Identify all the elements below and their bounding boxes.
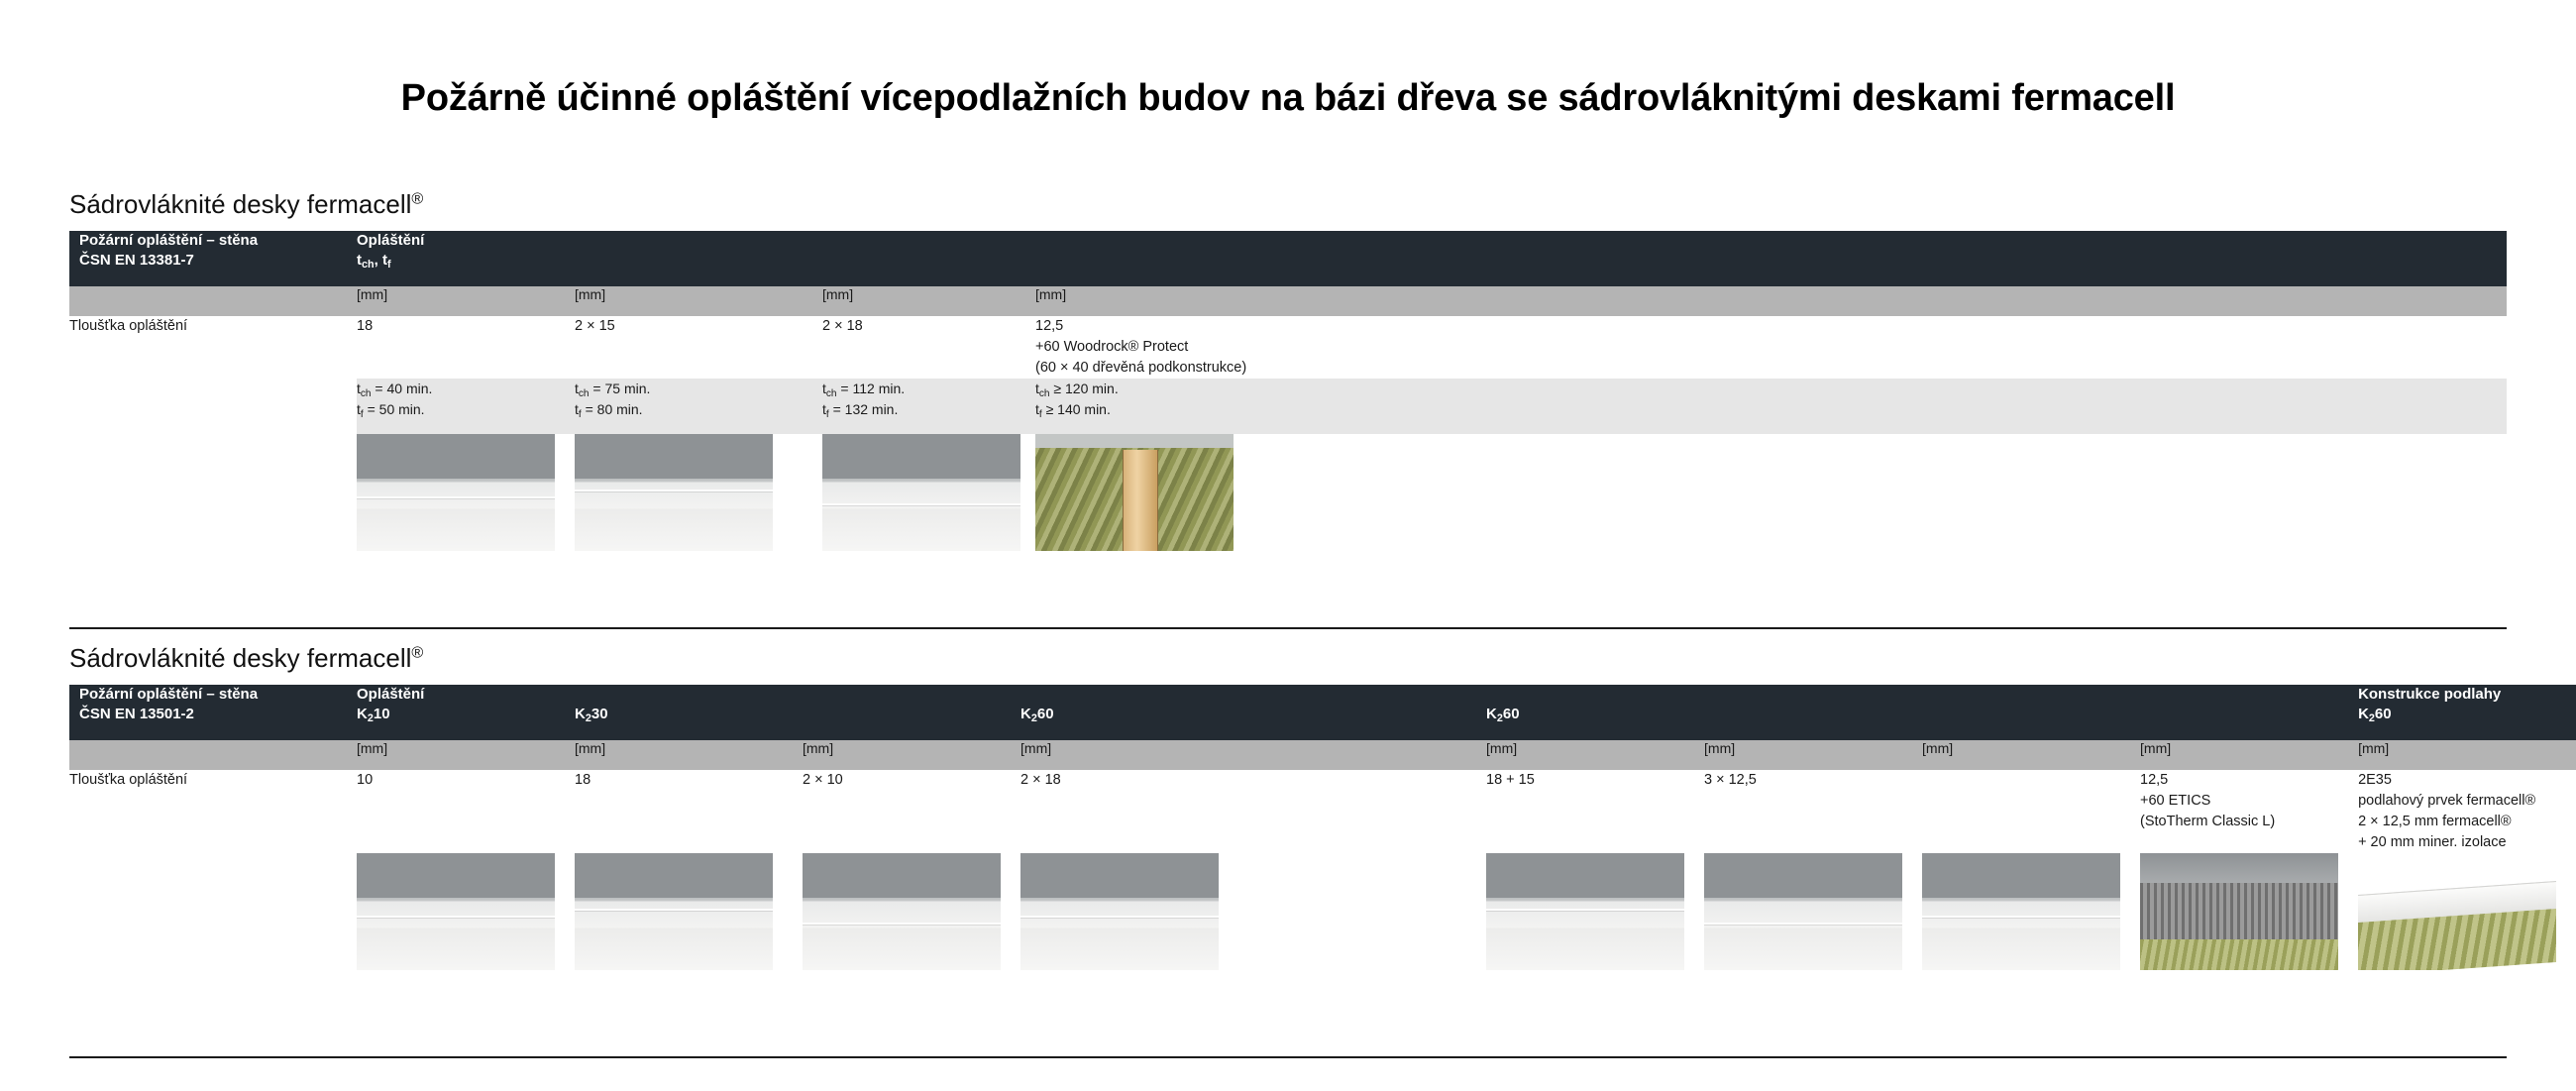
times-cell-2 xyxy=(575,379,822,434)
thickness-value: 2 × 10 xyxy=(803,771,843,788)
thickness-note-1: +60 Woodrock® Protect xyxy=(1035,338,1189,355)
section-heading xyxy=(69,644,2507,673)
registered-mark-icon: ® xyxy=(411,189,424,208)
unit-cell-7: [mm] xyxy=(1922,740,2140,770)
thickness-cell-2 xyxy=(575,770,803,853)
image-cell-2 xyxy=(575,434,822,551)
thickness-value: 12,5 xyxy=(2140,771,2169,788)
thickness-value: 18 xyxy=(575,771,591,788)
time-tf: $t_f = 80$ min. xyxy=(575,400,643,420)
unit-cell-9: [mm] xyxy=(2358,740,2576,770)
image-cell-empty xyxy=(69,853,357,970)
header-standard-line2: ČSN EN 13381-7 xyxy=(79,251,194,269)
thickness-cell-7 xyxy=(1922,770,2140,853)
section-heading-text: Sádrovláknité desky fermacell xyxy=(69,643,412,673)
header-class-k260-a: $K_260$ xyxy=(1020,705,1054,724)
image-cell-2 xyxy=(575,853,803,970)
thickness-cell-3 xyxy=(803,770,1020,853)
thickness-cell-2 xyxy=(575,316,822,379)
row-label-thickness: Tloušťka opláštění xyxy=(69,316,357,379)
header-standard-line1: Požární opláštění – stěna xyxy=(79,685,259,703)
thickness-cell-1 xyxy=(357,770,575,853)
woodrock-photo xyxy=(1035,434,1234,551)
image-cell-empty xyxy=(69,434,357,551)
thickness-cell-8 xyxy=(2140,770,2358,853)
thickness-value: 3 × 12,5 xyxy=(1704,771,1757,788)
image-cell-6 xyxy=(1704,853,1922,970)
header-cladding-line1: Opláštění xyxy=(357,231,425,249)
thickness-cell-6 xyxy=(1704,770,1922,853)
table-units-row xyxy=(69,286,2507,316)
thickness-note-2: (StoTherm Classic L) xyxy=(2140,813,2276,829)
thickness-value: 2E35 xyxy=(2358,771,2392,788)
table-thickness-row xyxy=(69,316,2507,379)
image-cell-1 xyxy=(357,434,575,551)
registered-mark-icon: ® xyxy=(411,643,424,662)
section-divider-2 xyxy=(69,1056,2507,1058)
table-thickness-row xyxy=(69,770,2576,853)
image-cell-7 xyxy=(1922,853,2140,970)
unit-cell-2: [mm] xyxy=(575,740,803,770)
time-tf: $t_f \ge 140$ min. xyxy=(1035,400,1111,420)
fire-cladding-table-1 xyxy=(69,231,2507,551)
section-wall-en13381-7 xyxy=(69,190,2507,551)
image-cell-4 xyxy=(1020,853,1486,970)
header-group-label xyxy=(1020,685,1486,705)
time-tf: $t_f = 50$ min. xyxy=(357,400,425,420)
cladding-photo xyxy=(1020,853,1219,970)
unit-cell-empty xyxy=(69,286,357,316)
cladding-photo xyxy=(1922,853,2120,970)
times-cell-3 xyxy=(822,379,1035,434)
thickness-cell-3 xyxy=(822,316,1035,379)
header-group-label xyxy=(1486,685,2358,705)
thickness-value: 2 × 18 xyxy=(1020,771,1061,788)
cladding-photo xyxy=(575,434,773,551)
page-title: Požárně účinné opláštění vícepodlažních budov na bázi dřeva se sádrovláknitými deskami fermacell xyxy=(400,77,2176,119)
table-header-row xyxy=(69,685,2576,740)
header-class-k230: $K_230$ xyxy=(575,705,608,724)
table-images-row xyxy=(69,853,2576,970)
header-group-label: Opláštění xyxy=(357,685,425,703)
header-cell-cladding xyxy=(357,231,2507,286)
etics-photo xyxy=(2140,853,2338,970)
header-standard-line2: ČSN EN 13501-2 xyxy=(79,705,194,722)
thickness-value: 2 × 18 xyxy=(822,317,863,334)
thickness-cell-9 xyxy=(2358,770,2576,853)
unit-cell-6: [mm] xyxy=(1704,740,1922,770)
cladding-photo xyxy=(1486,853,1684,970)
unit-cell-8: [mm] xyxy=(2140,740,2358,770)
image-cell-8 xyxy=(2140,853,2358,970)
thickness-value: 18 + 15 xyxy=(1486,771,1535,788)
fire-cladding-table-2 xyxy=(69,685,2576,970)
image-cell-5 xyxy=(1486,853,1704,970)
header-class-floor-k260: $K_260$ xyxy=(2358,705,2392,724)
cladding-photo xyxy=(803,853,1001,970)
cladding-photo xyxy=(357,434,555,551)
thickness-note-3: + 20 mm miner. izolace xyxy=(2358,833,2507,850)
unit-cell-2: [mm] xyxy=(575,286,822,316)
cladding-photo xyxy=(822,434,1020,551)
thickness-value: 2 × 15 xyxy=(575,317,615,334)
header-cell-floor xyxy=(2358,685,2576,740)
unit-cell-4: [mm] xyxy=(1020,740,1486,770)
header-cell-standard xyxy=(69,231,357,286)
time-tf: $t_f = 132$ min. xyxy=(822,400,899,420)
section-heading xyxy=(69,190,2507,219)
thickness-note-1: +60 ETICS xyxy=(2140,792,2211,809)
unit-cell-1: [mm] xyxy=(357,740,575,770)
table-header-row xyxy=(69,231,2507,286)
image-cell-4 xyxy=(1035,434,2507,551)
image-cell-1 xyxy=(357,853,575,970)
header-cell-k210 xyxy=(357,685,575,740)
header-cell-k230 xyxy=(575,685,1020,740)
thickness-cell-4 xyxy=(1020,770,1486,853)
section-wall-en13501-2 xyxy=(69,643,2536,970)
header-standard-line1: Požární opláštění – stěna xyxy=(79,231,259,249)
row-label-thickness: Tloušťka opláštění xyxy=(69,770,357,853)
unit-cell-4: [mm] xyxy=(1035,286,2507,316)
thickness-value: 18 xyxy=(357,317,374,334)
section-heading-text: Sádrovláknité desky fermacell xyxy=(69,189,412,219)
time-tch: $t_{ch} \ge 120$ min. xyxy=(1035,380,1119,399)
times-cell-empty xyxy=(69,379,357,434)
table-images-row xyxy=(69,434,2507,551)
unit-cell-empty xyxy=(69,740,357,770)
thickness-cell-5 xyxy=(1486,770,1704,853)
time-tch: $t_{ch} = 40$ min. xyxy=(357,380,433,399)
thickness-value: 10 xyxy=(357,771,374,788)
times-cell-1 xyxy=(357,379,575,434)
thickness-note-2: 2 × 12,5 mm fermacell® xyxy=(2358,813,2512,829)
image-cell-9 xyxy=(2358,853,2576,970)
header-cladding-line2: $t_{ch}$, $t_f$ xyxy=(357,251,391,271)
unit-cell-3: [mm] xyxy=(822,286,1035,316)
thickness-value: 12,5 xyxy=(1035,317,1064,334)
time-tch: $t_{ch} = 112$ min. xyxy=(822,380,906,399)
times-cell-4 xyxy=(1035,379,2507,434)
header-cell-standard xyxy=(69,685,357,740)
image-cell-3 xyxy=(803,853,1020,970)
cladding-photo xyxy=(575,853,773,970)
table-times-row xyxy=(69,379,2507,434)
header-group-label-floor: Konstrukce podlahy xyxy=(2358,685,2502,703)
header-cell-k260-a xyxy=(1020,685,1486,740)
time-tch: $t_{ch} = 75$ min. xyxy=(575,380,651,399)
table-units-row xyxy=(69,740,2576,770)
floor-element-photo xyxy=(2358,853,2556,970)
cladding-photo xyxy=(357,853,555,970)
header-class-k260-b: $K_260$ xyxy=(1486,705,1520,724)
thickness-note-1: podlahový prvek fermacell® xyxy=(2358,792,2536,809)
section-divider-1 xyxy=(69,627,2507,629)
unit-cell-1: [mm] xyxy=(357,286,575,316)
image-cell-3 xyxy=(822,434,1035,551)
thickness-cell-4 xyxy=(1035,316,2507,379)
thickness-cell-1 xyxy=(357,316,575,379)
header-group-label xyxy=(575,685,1020,705)
unit-cell-5: [mm] xyxy=(1486,740,1704,770)
thickness-note-2: (60 × 40 dřevěná podkonstrukce) xyxy=(1035,359,1247,376)
header-class-k210: $K_210$ xyxy=(357,705,390,724)
unit-cell-3: [mm] xyxy=(803,740,1020,770)
header-cell-k260-b xyxy=(1486,685,2358,740)
cladding-photo xyxy=(1704,853,1902,970)
